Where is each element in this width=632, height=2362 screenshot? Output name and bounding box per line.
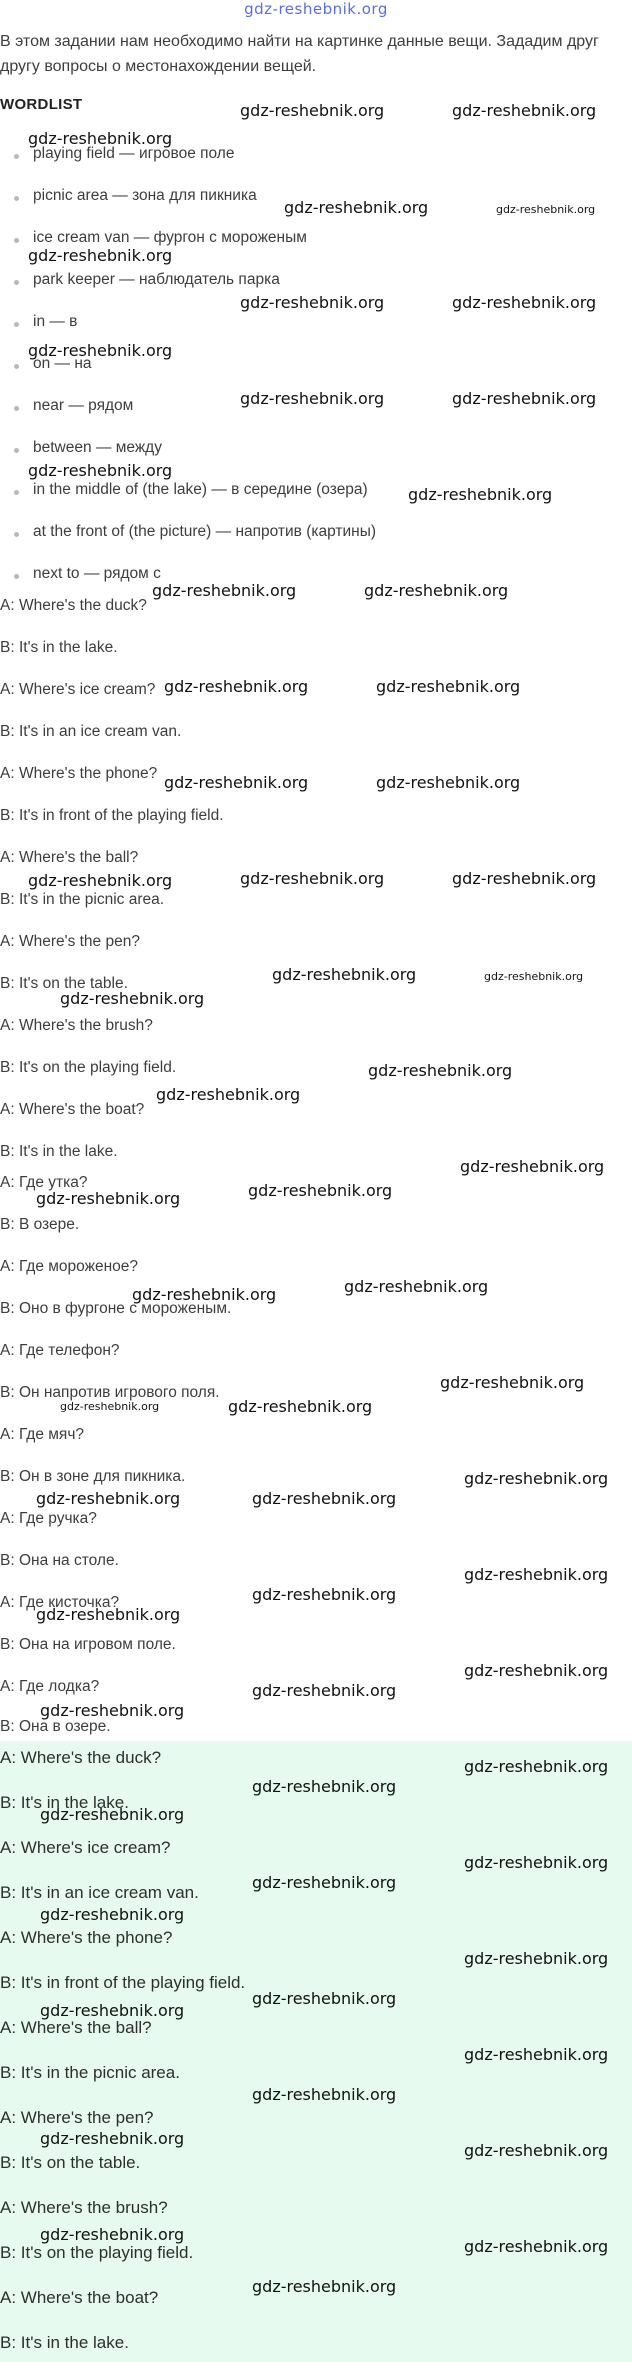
dialogue-line: A: Where's the pen? [0, 2108, 154, 2127]
dialogue-line: B: It's on the playing field. [0, 1059, 177, 1076]
watermark: gdz-reshebnik.org [368, 1061, 513, 1080]
watermark: gdz-reshebnik.org [464, 1757, 609, 1776]
watermark: gdz-reshebnik.org [60, 989, 205, 1008]
watermark: gdz-reshebnik.org [40, 2001, 185, 2020]
site-link[interactable]: gdz-reshebnik.org [244, 0, 388, 18]
dialogue-line: B: It's on the playing field. [0, 2243, 194, 2262]
watermark: gdz-reshebnik.org [28, 871, 173, 890]
dialogue-line: B: It's in front of the playing field. [0, 807, 224, 824]
wordlist-item: at the front of (the picture) — напротив (картины) [33, 523, 377, 540]
intro-paragraph: В этом задании нам необходимо найти на картинке данные вещи. Зададим друг другу вопросы о местонахождении вещей. [0, 33, 599, 75]
dialogue-line: A: Where's the duck? [0, 1748, 162, 1767]
watermark: gdz-reshebnik.org [240, 293, 385, 312]
watermark: gdz-reshebnik.org [452, 389, 597, 408]
watermark: gdz-reshebnik.org [464, 1565, 609, 1584]
dialogue-line: B: It's on the table. [0, 975, 128, 992]
dialogue-line: A: Where's the boat? [0, 1101, 145, 1118]
watermark: gdz-reshebnik.org [164, 677, 309, 696]
dialogue-line: B: It's in the lake. [0, 639, 118, 656]
dialogue-line: A: Where's the brush? [0, 1017, 153, 1034]
dialogue-line: A: Where's the boat? [0, 2288, 159, 2307]
watermark: gdz-reshebnik.org [464, 2237, 609, 2256]
dialogue-line: A: Where's the ball? [0, 2018, 152, 2037]
dialogue-line: B: Оно в фургоне с мороженым. [0, 1300, 232, 1317]
dialogue-line: B: It's in the lake. [0, 1143, 118, 1160]
watermark: gdz-reshebnik.org [464, 2141, 609, 2160]
watermark: gdz-reshebnik.org [252, 1873, 397, 1892]
dialogue-line: A: Где мороженое? [0, 1258, 139, 1275]
watermark: gdz-reshebnik.org [228, 1397, 373, 1416]
watermark: gdz-reshebnik.org [36, 1189, 181, 1208]
watermark: gdz-reshebnik.org [464, 1469, 609, 1488]
watermark: gdz-reshebnik.org [40, 1905, 185, 1924]
dialogue-line: B: Она на столе. [0, 1552, 119, 1569]
watermark: gdz-reshebnik.org [484, 970, 584, 983]
watermark: gdz-reshebnik.org [252, 1585, 397, 1604]
watermark: gdz-reshebnik.org [252, 1777, 397, 1796]
watermark: gdz-reshebnik.org [240, 101, 385, 120]
dialogue-line: A: Where's the pen? [0, 933, 140, 950]
dialogue-line: B: It's in the picnic area. [0, 2063, 180, 2082]
dialogue-line: B: It's on the table. [0, 2153, 141, 2172]
dialogue-line: B: Он напротив игрового поля. [0, 1384, 220, 1401]
watermark: gdz-reshebnik.org [252, 1989, 397, 2008]
watermark: gdz-reshebnik.org [248, 1181, 393, 1200]
watermark: gdz-reshebnik.org [252, 2277, 397, 2296]
wordlist-item: on — на [33, 355, 92, 372]
watermark: gdz-reshebnik.org [156, 1085, 301, 1104]
watermark: gdz-reshebnik.org [28, 341, 173, 360]
dialogue-line: B: Она в озере. [0, 1718, 111, 1735]
dialogue-line: A: Где утка? [0, 1174, 88, 1191]
watermark: gdz-reshebnik.org [36, 1605, 181, 1624]
watermark: gdz-reshebnik.org [464, 2045, 609, 2064]
watermark: gdz-reshebnik.org [252, 1681, 397, 1700]
watermark: gdz-reshebnik.org [272, 965, 417, 984]
watermark: gdz-reshebnik.org [28, 129, 173, 148]
watermark: gdz-reshebnik.org [240, 869, 385, 888]
watermark: gdz-reshebnik.org [164, 773, 309, 792]
watermark: gdz-reshebnik.org [40, 2225, 185, 2244]
watermark: gdz-reshebnik.org [40, 2129, 185, 2148]
wordlist-item: near — рядом [33, 397, 134, 414]
wordlist-item: in — в [33, 313, 78, 330]
wordlist-item: park keeper — наблюдатель парка [33, 271, 280, 288]
watermark: gdz-reshebnik.org [252, 1489, 397, 1508]
watermark: gdz-reshebnik.org [440, 1373, 585, 1392]
watermark: gdz-reshebnik.org [240, 389, 385, 408]
dialogue-line: A: Где кисточка? [0, 1594, 120, 1611]
dialogue-line: B: It's in front of the playing field. [0, 1973, 246, 1992]
watermark: gdz-reshebnik.org [464, 1661, 609, 1680]
watermark: gdz-reshebnik.org [452, 869, 597, 888]
wordlist-item: picnic area — зона для пикника [33, 187, 257, 204]
watermark: gdz-reshebnik.org [364, 581, 509, 600]
dialogue-line: B: It's in an ice cream van. [0, 1883, 199, 1902]
dialogue-line: B: It's in an ice cream van. [0, 723, 182, 740]
dialogue-line: A: Where's the phone? [0, 765, 158, 782]
dialogue-line: A: Где лодка? [0, 1678, 100, 1695]
wordlist-item: next to — рядом с [33, 565, 161, 582]
watermark: gdz-reshebnik.org [376, 677, 521, 696]
dialogue-line: B: It's in the lake. [0, 2333, 129, 2352]
wordlist-item: in the middle of (the lake) — в середине (озера) [33, 481, 368, 498]
dialogue-line: B: Она на игровом поле. [0, 1636, 176, 1653]
wordlist-item: between — между [33, 439, 162, 456]
dialogue-line: B: It's in the picnic area. [0, 891, 165, 908]
watermark: gdz-reshebnik.org [60, 1400, 160, 1413]
wordlist-title: WORDLIST [0, 96, 83, 113]
watermark: gdz-reshebnik.org [496, 203, 596, 216]
watermark: gdz-reshebnik.org [452, 293, 597, 312]
dialogue-line: A: Where's the ball? [0, 849, 139, 866]
dialogue-line: A: Где ручка? [0, 1510, 97, 1527]
watermark: gdz-reshebnik.org [28, 461, 173, 480]
dialogue-line: A: Where's the brush? [0, 2198, 168, 2217]
dialogue-line: B: It's in the lake. [0, 1793, 129, 1812]
wordlist-item: ice cream van — фургон с мороженым [33, 229, 307, 246]
watermark: gdz-reshebnik.org [252, 2085, 397, 2104]
dialogue-line: B: Он в зоне для пикника. [0, 1468, 186, 1485]
watermark: gdz-reshebnik.org [40, 1805, 185, 1824]
dialogue-line: A: Где мяч? [0, 1426, 85, 1443]
watermark: gdz-reshebnik.org [28, 246, 173, 265]
watermark: gdz-reshebnik.org [152, 581, 297, 600]
watermark: gdz-reshebnik.org [36, 1489, 181, 1508]
dialogue-line: A: Where's ice cream? [0, 1838, 171, 1857]
dialogue-line: A: Where's ice cream? [0, 681, 156, 698]
watermark: gdz-reshebnik.org [452, 101, 597, 120]
watermark: gdz-reshebnik.org [344, 1277, 489, 1296]
dialogue-line: A: Где телефон? [0, 1342, 120, 1359]
watermark: gdz-reshebnik.org [408, 485, 553, 504]
dialogue-line: B: В озере. [0, 1216, 80, 1233]
watermark: gdz-reshebnik.org [284, 198, 429, 217]
watermark: gdz-reshebnik.org [376, 773, 521, 792]
watermark: gdz-reshebnik.org [464, 1949, 609, 1968]
watermark: gdz-reshebnik.org [132, 1285, 277, 1304]
watermark: gdz-reshebnik.org [464, 1853, 609, 1872]
watermark: gdz-reshebnik.org [460, 1157, 605, 1176]
dialogue-line: A: Where's the duck? [0, 597, 147, 614]
dialogue-line: A: Where's the phone? [0, 1928, 173, 1947]
watermark: gdz-reshebnik.org [40, 1701, 185, 1720]
wordlist-item: playing field — игровое поле [33, 145, 235, 162]
